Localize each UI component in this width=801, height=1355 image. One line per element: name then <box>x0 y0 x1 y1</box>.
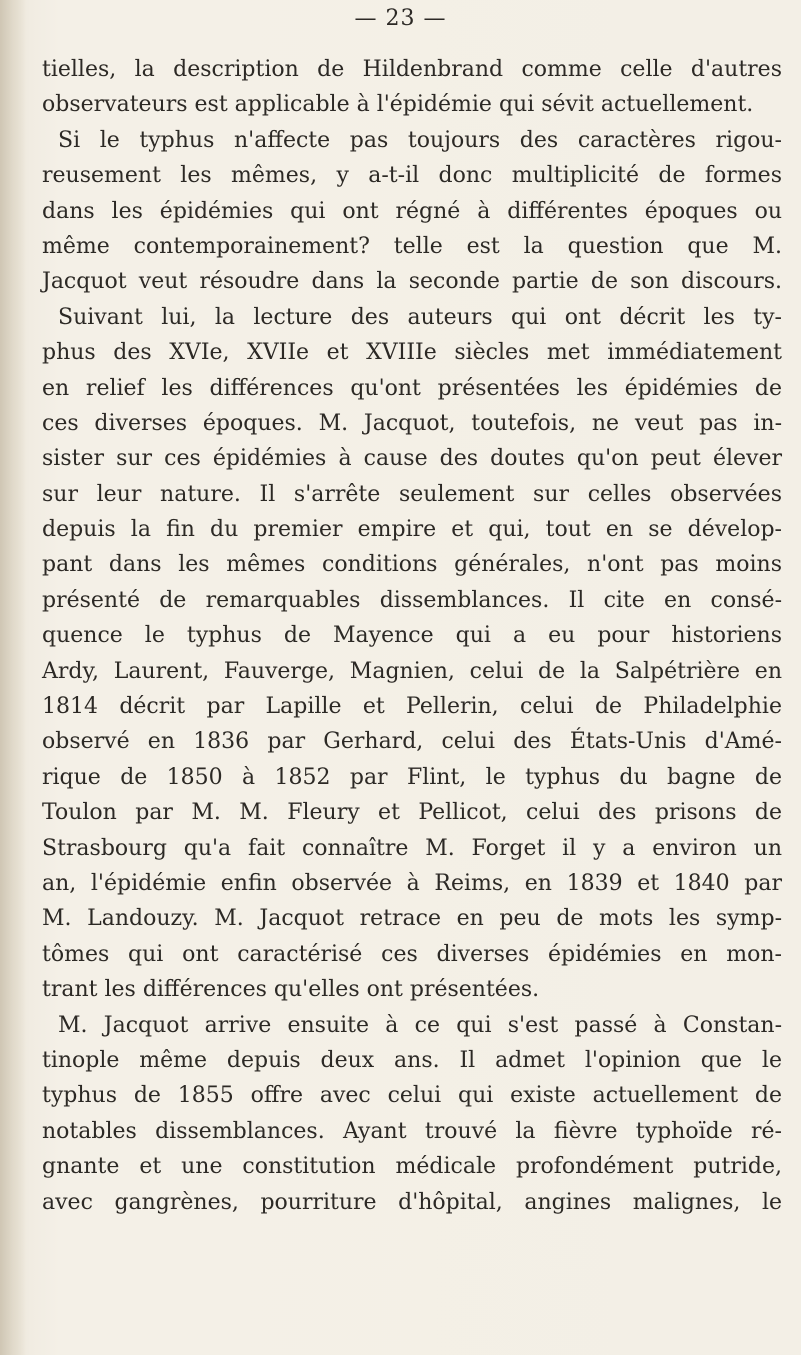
text-line-31: notables dissemblances. Ayant trouvé la fièvre typhoïde ré- <box>42 1118 782 1144</box>
text-line-14: depuis la fin du premier empire et qui, tout en se dévelop- <box>42 517 782 543</box>
text-line-29: tinople même depuis deux ans. Il admet l'opinion que le <box>42 1047 782 1073</box>
text-line-3: Si le typhus n'affecte pas toujours des caractères rigou- <box>58 127 782 153</box>
text-line-7: Jacquot veut résoudre dans la seconde partie de son discours. <box>42 269 782 295</box>
text-line-20: observé en 1836 par Gerhard, celui des États-Unis d'Amé- <box>42 729 782 755</box>
text-line-26: tômes qui ont caractérisé ces diverses épidémies en mon- <box>42 941 782 967</box>
binding-gutter <box>0 0 26 1355</box>
text-line-28: M. Jacquot arrive ensuite à ce qui s'est passé à Constan- <box>58 1012 782 1038</box>
body-text <box>42 52 782 1220</box>
text-line-9: phus des XVIe, XVIIe et XVIIIe siècles met immédiatement <box>42 340 782 366</box>
text-line-33: avec gangrènes, pourriture d'hôpital, angines malignes, le <box>42 1189 782 1215</box>
text-line-24: an, l'épidémie enfin observée à Reims, en 1839 et 1840 par <box>42 870 782 896</box>
text-line-30: typhus de 1855 offre avec celui qui existe actuellement de <box>42 1083 782 1109</box>
text-line-6: même contemporainement? telle est la question que M. <box>42 233 782 259</box>
page-number: — 23 — <box>354 6 447 31</box>
text-line-10: en relief les différences qu'ont présentées les épidémies de <box>42 375 782 401</box>
text-line-5: dans les épidémies qui ont régné à différentes époques ou <box>42 198 782 224</box>
text-line-19: 1814 décrit par Lapille et Pellerin, celui de Philadelphie <box>42 694 782 720</box>
text-line-27: trant les différences qu'elles ont présentées. <box>42 977 540 1003</box>
text-line-15: pant dans les mêmes conditions générales, n'ont pas moins <box>42 552 782 578</box>
text-line-2: observateurs est applicable à l'épidémie qui sévit actuellement. <box>42 92 754 118</box>
text-line-16: présenté de remarquables dissemblances. Il cite en consé- <box>42 587 782 613</box>
text-line-21: rique de 1850 à 1852 par Flint, le typhus du bagne de <box>42 764 782 790</box>
text-line-23: Strasbourg qu'a fait connaître M. Forget il y a environ un <box>42 835 782 861</box>
text-line-4: reusement les mêmes, y a-t-il donc multiplicité de formes <box>42 163 782 189</box>
text-line-17: quence le typhus de Mayence qui a eu pour historiens <box>42 623 782 649</box>
text-line-1: tielles, la description de Hildenbrand comme celle d'autres <box>42 57 782 82</box>
text-line-12: sister sur ces épidémies à cause des doutes qu'on peut élever <box>42 446 782 472</box>
text-line-25: M. Landouzy. M. Jacquot retrace en peu de mots les symp- <box>42 906 782 932</box>
text-line-11: ces diverses époques. M. Jacquot, toutefois, ne veut pas in- <box>42 410 782 436</box>
text-line-18: Ardy, Laurent, Fauverge, Magnien, celui de la Salpétrière en <box>42 658 782 684</box>
text-line-13: sur leur nature. Il s'arrête seulement sur celles observées <box>42 481 782 507</box>
text-line-8: Suivant lui, la lecture des auteurs qui ont décrit les ty- <box>58 304 782 330</box>
text-line-32: gnante et une constitution médicale profondément putride, <box>42 1154 782 1180</box>
text-line-22: Toulon par M. M. Fleury et Pellicot, celui des prisons de <box>42 800 782 826</box>
